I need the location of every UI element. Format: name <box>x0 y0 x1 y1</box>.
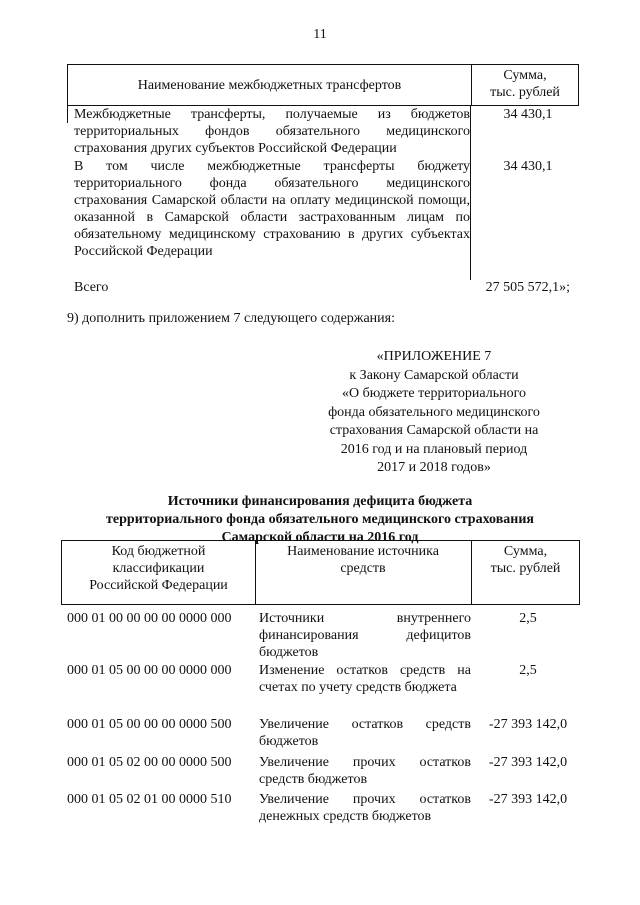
source-row-2-sum: 2,5 <box>519 663 537 678</box>
source-row-5-name: Увеличение прочих остатков денежных средств бюджетов <box>259 792 471 824</box>
source-row-5-sum: -27 393 142,0 <box>488 792 568 807</box>
table-border-left <box>67 105 68 123</box>
page-number: 11 <box>313 27 327 42</box>
table-column-divider <box>470 105 471 280</box>
name-column-header: Наименование источника средств <box>287 544 439 576</box>
transfers-row-2-text: В том числе межбюджетные трансферты бюджету территориального фонда обязательного медицинского страхования Самарской области на оплату медицинской помощи, оказанной в Самарской области застрахованным лицам по обязательному медицинскому страхованию в других субъектах Российской Федерации <box>74 159 470 259</box>
source-row-4-code: 000 01 05 02 00 00 0000 500 <box>67 755 232 770</box>
sources-table-header <box>61 540 580 605</box>
code-column-header: Код бюджетной классификации Российской Федерации <box>89 544 228 593</box>
transfers-row-1-text: Межбюджетные трансферты, получаемые из бюджетов территориальных фондов обязательного медицинского страхования других субъектов Российской Федерации <box>74 107 470 156</box>
sum-column-header: Сумма, тыс. рублей <box>490 544 561 576</box>
transfers-sum-header: Сумма, тыс. рублей <box>490 68 560 100</box>
source-row-2-name: Изменение остатков средств на счетах по учету средств бюджета <box>259 663 471 695</box>
source-row-3-sum: -27 393 142,0 <box>488 717 568 732</box>
transfers-row-1-value: 34 430,1 <box>503 107 553 122</box>
source-row-5-code: 000 01 05 02 01 00 0000 510 <box>67 792 232 807</box>
amendment-paragraph: 9) дополнить приложением 7 следующего содержания: <box>67 311 395 326</box>
transfers-name-header: Наименование межбюджетных трансфертов <box>68 65 472 105</box>
section-title: Источники финансирования дефицита бюджета территориального фонда обязательного медицинского страхования Самарской области на 2016 год <box>106 494 534 545</box>
source-row-1-code: 000 01 00 00 00 00 0000 000 <box>67 611 232 626</box>
source-row-4-name: Увеличение прочих остатков средств бюджетов <box>259 755 471 787</box>
source-row-3-name: Увеличение остатков средств бюджетов <box>259 717 471 749</box>
source-row-1-name: Источники внутреннего финансирования дефицитов бюджетов <box>259 611 471 660</box>
source-row-3-code: 000 01 05 00 00 00 0000 500 <box>67 717 232 732</box>
source-row-2-code: 000 01 05 00 00 00 0000 000 <box>67 663 232 678</box>
transfers-total-value: 27 505 572,1»; <box>485 280 570 295</box>
transfers-total-label: Всего <box>74 280 109 295</box>
transfers-table-header <box>67 64 579 106</box>
source-row-1-sum: 2,5 <box>519 611 537 626</box>
appendix-heading: «ПРИЛОЖЕНИЕ 7 к Закону Самарской области «О бюджете территориального фонда обязательного медицинского страхования Самарской области на 2016 год и на плановый период 2017 и 2018 годов» <box>328 349 540 475</box>
source-row-4-sum: -27 393 142,0 <box>488 755 568 770</box>
transfers-row-2-value: 34 430,1 <box>503 159 553 174</box>
